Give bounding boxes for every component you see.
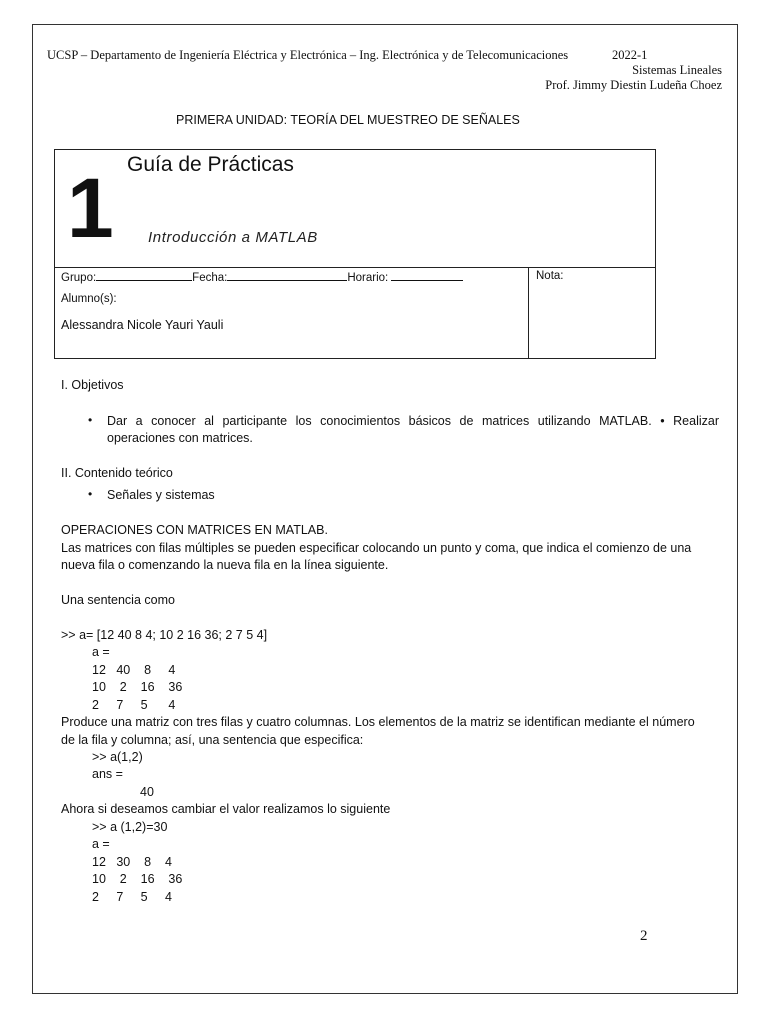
matrix1-row3: 2 7 5 4	[92, 698, 176, 712]
fecha-label: Fecha:	[192, 272, 228, 284]
contenido-heading: II. Contenido teórico	[61, 466, 173, 480]
contenido-bullet: Señales y sistemas	[107, 488, 215, 502]
header-course: Sistemas Lineales	[632, 63, 722, 77]
operaciones-heading: OPERACIONES CON MATRICES EN MATLAB.	[61, 523, 328, 537]
fecha-field	[227, 270, 347, 281]
guide-subtitle: Introducción a MATLAB	[148, 229, 318, 246]
objectives-bullet-line2: operaciones con matrices.	[107, 431, 253, 445]
para2-line2: de la fila y columna; así, una sentencia que especifica:	[61, 733, 364, 747]
bullet-dot: •	[88, 413, 93, 427]
para2-line1: Produce una matriz con tres filas y cuatro columnas. Los elementos de la matriz se identifican mediante el número	[61, 715, 695, 729]
header-term: 2022-1	[612, 48, 648, 62]
matrix-a-label: a =	[92, 645, 110, 659]
bullet-dot: •	[88, 487, 93, 501]
operaciones-para-line1: Las matrices con filas múltiples se pueden especificar colocando un punto y coma, que indica el comienzo de una	[61, 541, 692, 555]
objectives-bullet-line1: Dar a conocer al participante los conocimientos básicos de matrices utilizando MATLAB. • Realizar	[107, 414, 719, 428]
header-institution: UCSP – Departamento de Ingeniería Eléctrica y Electrónica – Ing. Electrónica y de Telecomunicaciones	[47, 48, 569, 62]
guide-title: Guía de Prácticas	[127, 153, 294, 176]
ans-value: 40	[140, 785, 154, 799]
nota-label: Nota:	[536, 270, 564, 282]
sentence-label: Una sentencia como	[61, 593, 175, 607]
guide-number: 1	[67, 161, 114, 255]
operaciones-para-line2: nueva fila o comenzando la nueva fila en la línea siguiente.	[61, 558, 389, 572]
ans-label: ans =	[92, 767, 123, 781]
header-professor: Prof. Jimmy Diestin Ludeña Choez	[545, 78, 722, 92]
guide-box	[54, 149, 656, 359]
unit-title: PRIMERA UNIDAD: TEORÍA DEL MUESTREO DE SEÑALES	[176, 113, 520, 127]
alumnos-label: Alumno(s):	[61, 293, 117, 305]
student-name: Alessandra Nicole Yauri Yauli	[61, 318, 224, 332]
horario-field	[391, 270, 463, 281]
matrix-a-label-2: a =	[92, 837, 110, 851]
student-info-line	[61, 270, 463, 284]
grupo-label: Grupo:	[61, 272, 97, 284]
matrix1-row2: 10 2 16 36	[92, 680, 183, 694]
matlab-command-3: >> a (1,2)=30	[92, 820, 168, 834]
matrix2-row2: 10 2 16 36	[92, 872, 183, 886]
grupo-field	[96, 270, 192, 281]
matrix1-row1: 12 40 8 4	[92, 663, 176, 677]
box-divider-horizontal	[55, 267, 655, 268]
matlab-command-1: >> a= [12 40 8 4; 10 2 16 36; 2 7 5 4]	[61, 628, 268, 642]
horario-label: Horario:	[347, 272, 389, 284]
matlab-command-2: >> a(1,2)	[92, 750, 143, 764]
page-number: 2	[640, 928, 648, 944]
para3: Ahora si deseamos cambiar el valor realizamos lo siguiente	[61, 802, 391, 816]
box-divider-vertical	[528, 267, 529, 358]
matrix2-row3: 2 7 5 4	[92, 890, 172, 904]
objectives-heading: I. Objetivos	[61, 378, 124, 392]
matrix2-row1: 12 30 8 4	[92, 855, 172, 869]
